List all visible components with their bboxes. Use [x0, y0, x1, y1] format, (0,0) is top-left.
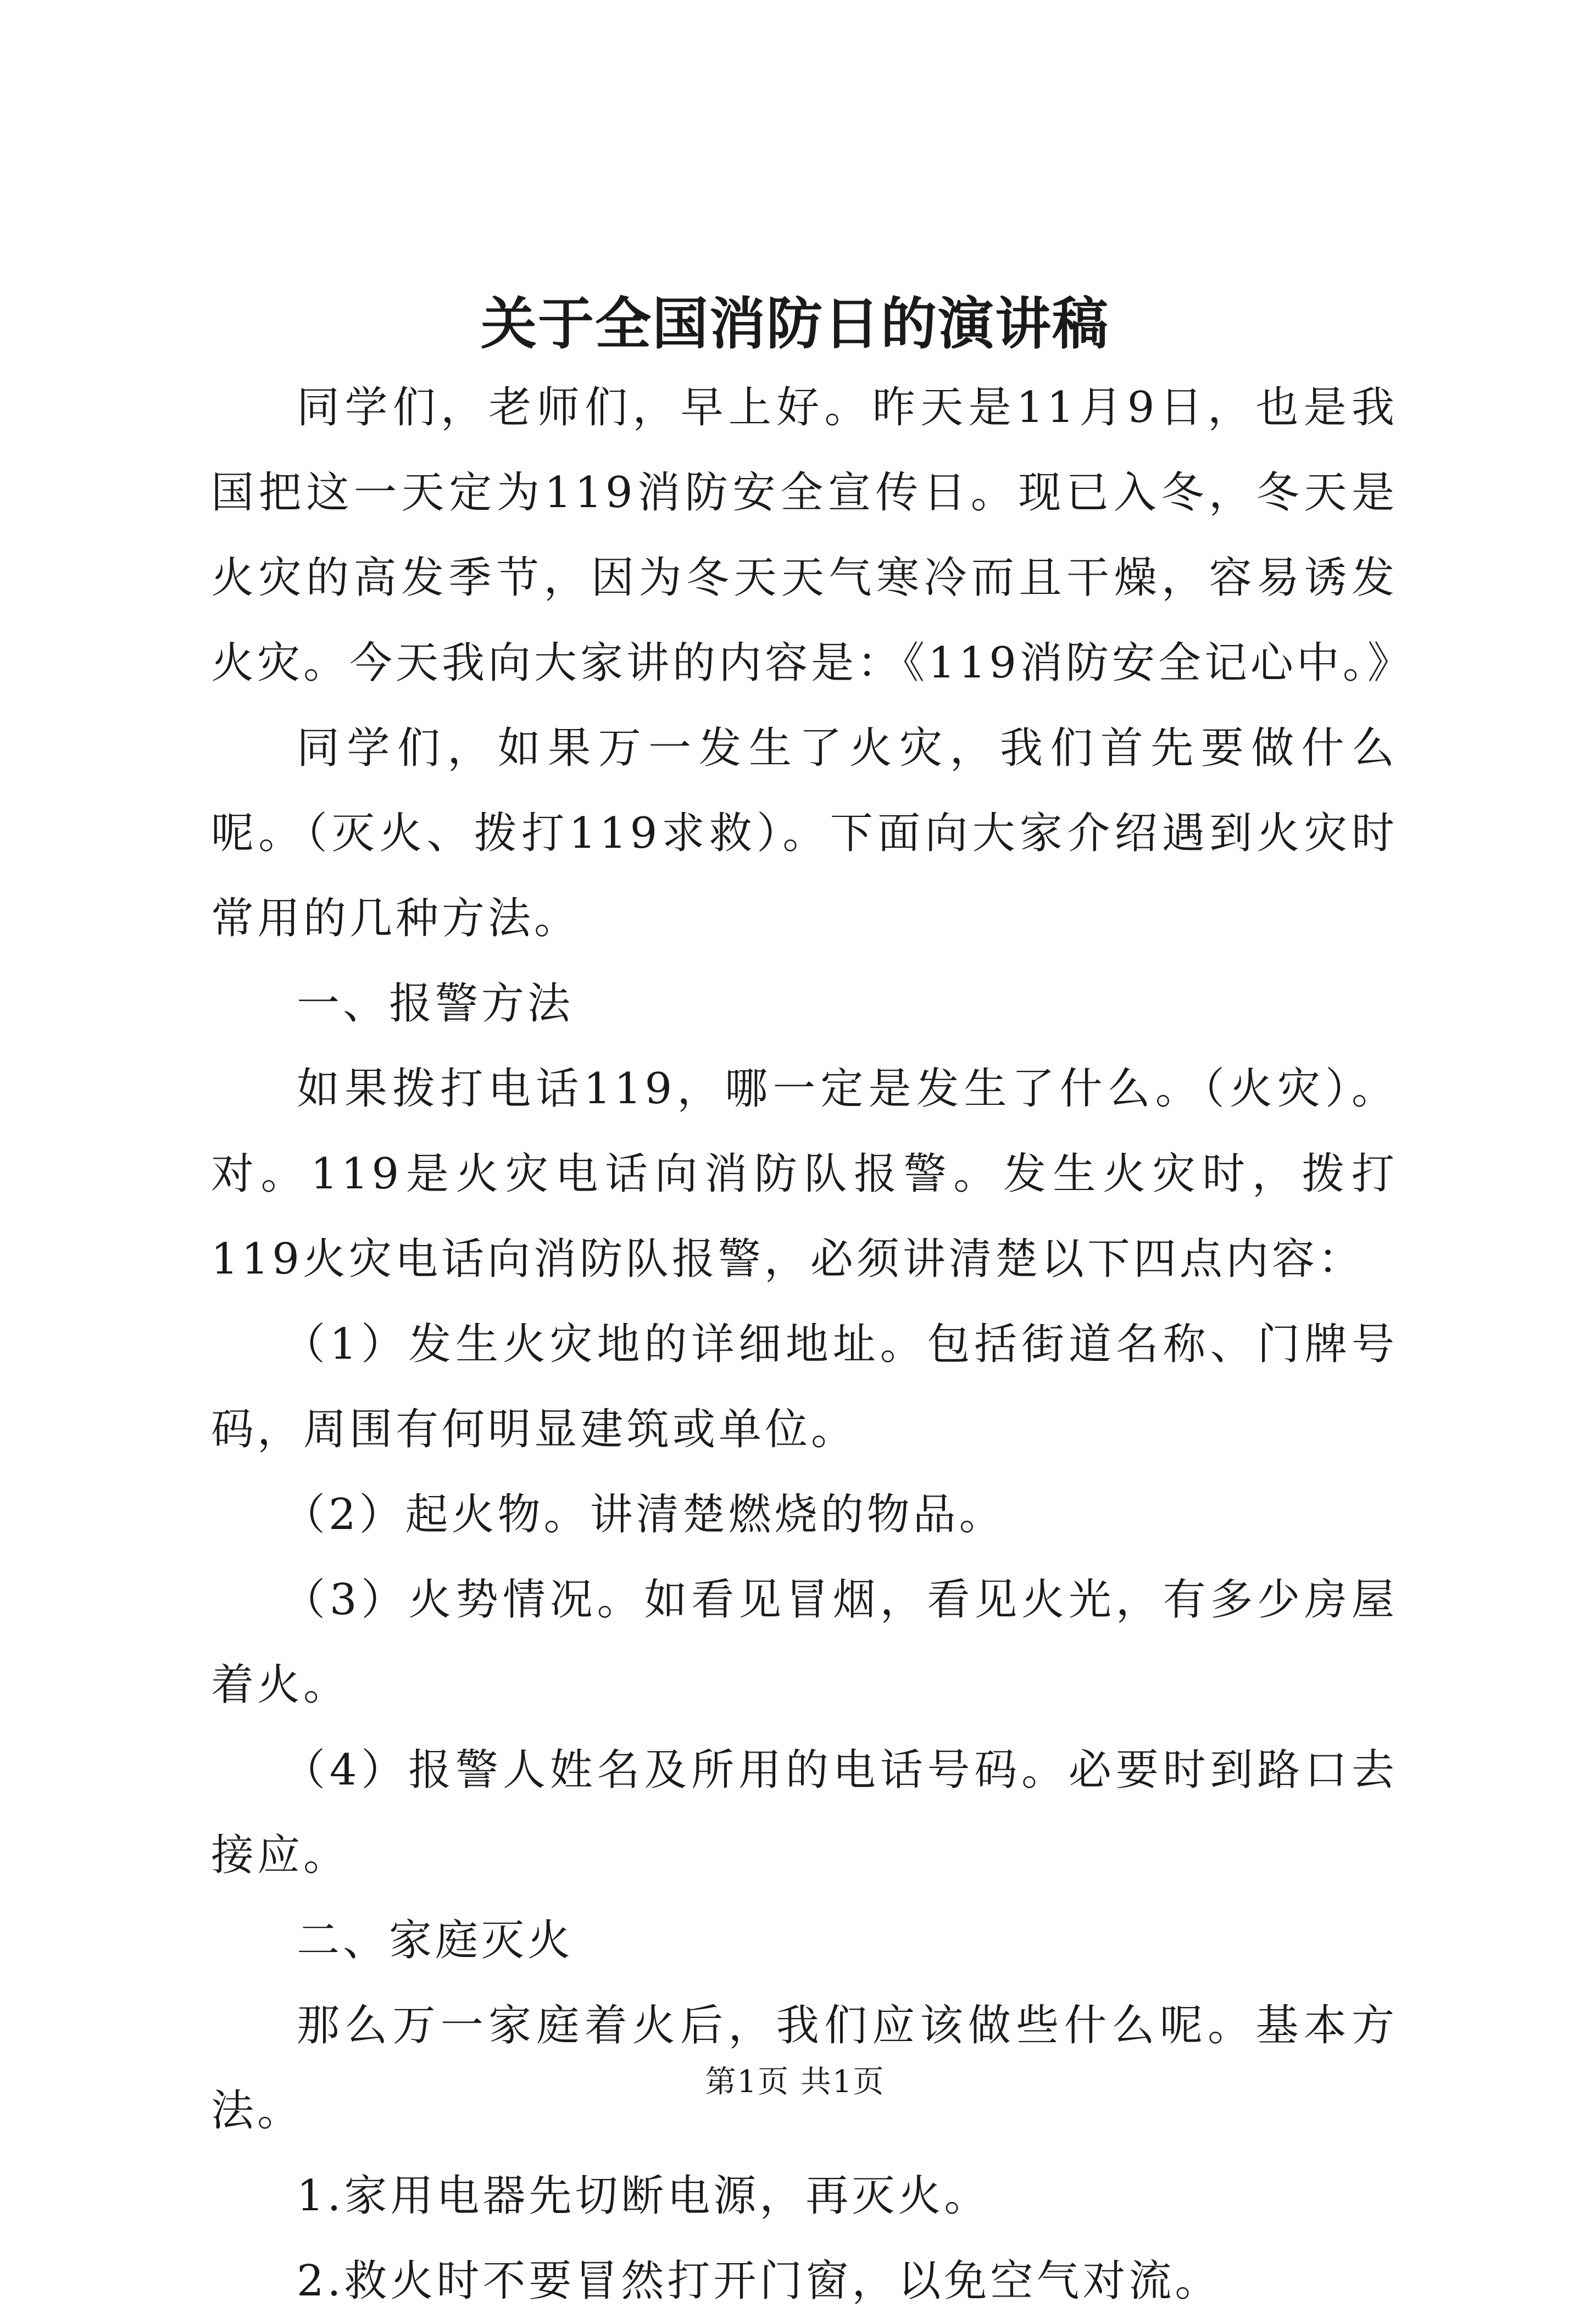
list-item-power: 1.家用电器先切断电源，再灭火。: [297, 2171, 991, 2221]
paragraph-question: 同学们，如果万一发生了火灾，我们首先要做什么呢。（灭火、拨打119求救）。下面向大家介绍遇到火灾时常用的几种方法。: [211, 724, 1398, 943]
document-body: [211, 365, 1414, 2324]
paragraph-home: 那么万一家庭着火后，我们应该做些什么呢。基本方法。: [211, 2001, 1398, 2136]
section-heading-home: 二、家庭灭火: [297, 1916, 574, 1965]
section-heading-alarm: 一、报警方法: [297, 979, 574, 1028]
document-title: 关于全国消防日的演讲稿: [481, 291, 1109, 357]
list-item-caller-info: （4）报警人姓名及所用的电话号码。必要时到路口去接应。: [211, 1745, 1398, 1880]
page-footer: 第1页 共1页: [705, 2064, 885, 2100]
list-item-address: （1）发生火灾地的详细地址。包括街道名称、门牌号码，周围有何明显建筑或单位。: [211, 1320, 1398, 1454]
paragraph-intro: 同学们，老师们，早上好。昨天是11月9日，也是我国把这一天定为119消防安全宣传日。现已入冬，冬天是火灾的高发季节，因为冬天天气寒冷而且干燥，容易诱发火灾。今天我向大家讲的内容是：《119消防安全记心中。》: [211, 383, 1414, 688]
list-item-fire-situation: （3）火势情况。如看见冒烟，看见火光，有多少房屋着火。: [211, 1575, 1398, 1710]
list-item-burning-object: （2）起火物。讲清楚燃烧的物品。: [282, 1490, 1005, 1539]
list-item-windows: 2.救火时不要冒然打开门窗，以免空气对流。: [297, 2256, 1221, 2306]
paragraph-alarm: 如果拨打电话119，哪一定是发生了什么。（火灾）。对。119是火灾电话向消防队报警。发生火灾时，拨打119火灾电话向消防队报警，必须讲清楚以下四点内容：: [211, 1064, 1398, 1284]
